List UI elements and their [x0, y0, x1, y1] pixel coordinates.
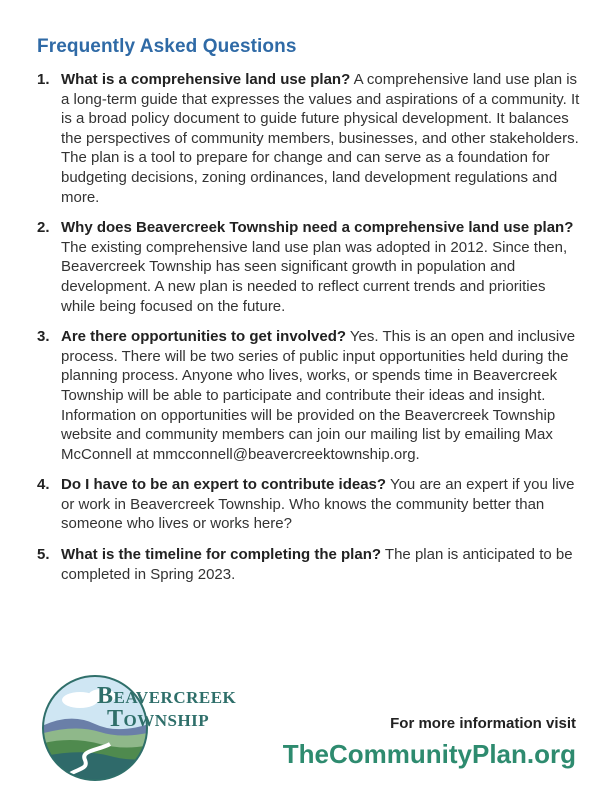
faq-answer: The existing comprehensive land use plan was adopted in 2012. Since then, Beavercreek Township has seen significant growth in population and development. A new plan is needed to reflect current trends and priorities while being focused on the future. [61, 238, 568, 315]
faq-question: Do I have to be an expert to contribute ideas? [61, 476, 387, 494]
faq-answer: Yes. This is an open and inclusive process. There will be two series of public input opportunities held during the planning process. Anyone who lives, works, or spends time in Beavercreek Township will be able to participate and contribute their ideas and insight. Information on opportunities will be provided on the Beavercreek Township website and community members can join our mailing list by emailing Max McConnell at mmcconnell@beavercreektownship.org. [61, 328, 576, 463]
logo-text-line1: Beavercreek [97, 683, 237, 709]
faq-number: 4. [37, 476, 50, 494]
faq-item [37, 475, 582, 534]
faq-question: What is the timeline for completing the plan? [61, 546, 382, 564]
faq-item [37, 218, 582, 316]
faq-answer: You are an expert if you live or work in Beavercreek Township. Who knows the community better than someone who lives or works here? [61, 476, 575, 533]
faq-number: 2. [37, 219, 50, 237]
faq-list [37, 70, 582, 595]
faq-item [37, 70, 582, 207]
faq-number: 5. [37, 546, 50, 564]
faq-number: 1. [37, 71, 50, 88]
faq-answer: The plan is anticipated to be completed in Spring 2023. [61, 546, 573, 583]
faq-question: Are there opportunities to get involved? [61, 328, 347, 346]
faq-answer: A comprehensive land use plan is a long-term guide that expresses the values and aspirations of a community. It is a broad policy document to guide future physical development. It balances the perspectives of community members, businesses, and other stakeholders. The plan is a tool to prepare for change and can serve as a foundation for budgeting decisions, zoning ordinances, land development regulations and more. [61, 71, 580, 206]
website-link[interactable]: TheCommunityPlan.org [282, 739, 576, 769]
more-info-text: For more information visit [390, 715, 576, 732]
logo-text-line2: Township [107, 706, 210, 732]
faq-item [37, 327, 582, 464]
page-title: Frequently Asked Questions [37, 36, 297, 57]
faq-question: Why does Beavercreek Township need a comprehensive land use plan? [61, 219, 574, 237]
faq-number: 3. [37, 328, 50, 346]
faq-item [37, 545, 582, 584]
faq-question: What is a comprehensive land use plan? [61, 71, 351, 88]
